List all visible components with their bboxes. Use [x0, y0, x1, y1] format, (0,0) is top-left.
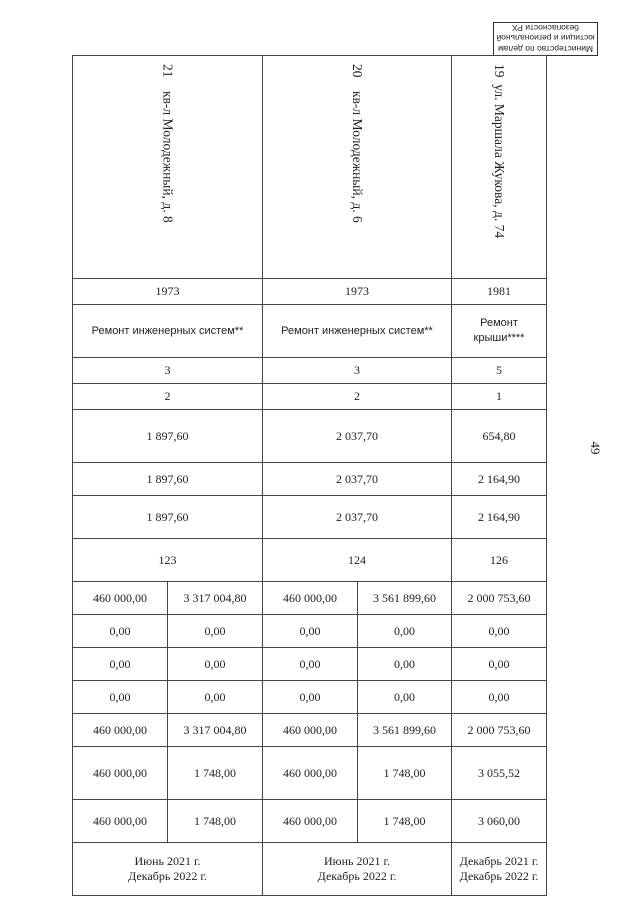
- table-cell: 2 000 753,60: [452, 582, 547, 615]
- table-cell: 5: [452, 358, 547, 384]
- table-cell: 460 000,00: [263, 747, 358, 800]
- table-cell: 2 164,90: [452, 463, 547, 496]
- table-row: [73, 496, 547, 539]
- table-cell: 460 000,00: [73, 582, 168, 615]
- table-row: [73, 384, 547, 410]
- table-cell: 3: [263, 358, 452, 384]
- table-row: [73, 463, 547, 496]
- table-cell: 2 037,70: [263, 410, 452, 463]
- table-cell: 1 748,00: [168, 747, 263, 800]
- table-cell: 2 000 753,60: [452, 714, 547, 747]
- table-row: [73, 410, 547, 463]
- table-cell: 1 897,60: [73, 410, 263, 463]
- table-cell: 3 561 899,60: [358, 582, 452, 615]
- table-cell: 654,80: [452, 410, 547, 463]
- table-cell: 460 000,00: [263, 800, 358, 843]
- table-cell: 2 037,70: [263, 496, 452, 539]
- table-cell: 3 055,52: [452, 747, 547, 800]
- table-cell: 2 037,70: [263, 463, 452, 496]
- period-cell: Июнь 2021 г. Декабрь 2022 г.: [263, 843, 452, 896]
- table-cell: 0,00: [358, 615, 452, 648]
- table-row: [73, 56, 547, 279]
- work-type-cell: Ремонт инженерных систем**: [263, 305, 452, 358]
- table-cell: 0,00: [358, 681, 452, 714]
- table-cell: 0,00: [263, 615, 358, 648]
- table-cell: 0,00: [168, 681, 263, 714]
- registration-stamp: Министерство по делам юстиции и региональной безопасности РХ: [493, 22, 598, 56]
- table-cell: 0,00: [168, 648, 263, 681]
- table-cell: 1 748,00: [358, 800, 452, 843]
- table-cell: 1 748,00: [168, 800, 263, 843]
- table-cell: 3 317 004,80: [168, 582, 263, 615]
- table-cell: 3 317 004,80: [168, 714, 263, 747]
- table-cell: 0,00: [263, 648, 358, 681]
- table-cell: 0,00: [358, 648, 452, 681]
- table-cell: 2: [73, 384, 263, 410]
- table-cell: 3 561 899,60: [358, 714, 452, 747]
- table-cell: 0,00: [73, 615, 168, 648]
- table-row: [73, 279, 547, 305]
- address-cell: 21 кв-л Молодежный, д. 8: [73, 56, 263, 279]
- table-cell: 460 000,00: [73, 747, 168, 800]
- table-cell: 460 000,00: [263, 582, 358, 615]
- table-cell: 0,00: [452, 681, 547, 714]
- table-cell: 1: [452, 384, 547, 410]
- table-cell: 1 748,00: [358, 747, 452, 800]
- period-cell: Июнь 2021 г. Декабрь 2022 г.: [73, 843, 263, 896]
- table-cell: 126: [452, 539, 547, 582]
- table-cell: 123: [73, 539, 263, 582]
- table-row: [73, 681, 547, 714]
- table-row: [73, 582, 547, 615]
- period-cell: Декабрь 2021 г. Декабрь 2022 г.: [452, 843, 547, 896]
- table-cell: 0,00: [452, 615, 547, 648]
- page-number: 49: [588, 441, 603, 455]
- address-cell: 19 ул. Маршала Жукова, д. 74: [452, 56, 547, 279]
- table-cell: 124: [263, 539, 452, 582]
- year-cell: 1973: [263, 279, 452, 305]
- table-row: [73, 539, 547, 582]
- table-cell: 460 000,00: [73, 800, 168, 843]
- work-type-cell: Ремонт крыши****: [452, 305, 547, 358]
- table-row: [73, 800, 547, 843]
- table-row: [73, 615, 547, 648]
- work-type-cell: Ремонт инженерных систем**: [73, 305, 263, 358]
- table-row: [73, 358, 547, 384]
- table-cell: 460 000,00: [73, 714, 168, 747]
- table-cell: 3 060,00: [452, 800, 547, 843]
- table-cell: 460 000,00: [263, 714, 358, 747]
- table-row: [73, 648, 547, 681]
- table-cell: 1 897,60: [73, 496, 263, 539]
- table-cell: 0,00: [73, 681, 168, 714]
- table-cell: 0,00: [263, 681, 358, 714]
- table-row: [73, 747, 547, 800]
- address-cell: 20 кв-л Молодежный, д. 6: [263, 56, 452, 279]
- table-row: [73, 305, 547, 358]
- table-cell: 2 164,90: [452, 496, 547, 539]
- table-cell: 1 897,60: [73, 463, 263, 496]
- table-row: [73, 843, 547, 896]
- year-cell: 1981: [452, 279, 547, 305]
- year-cell: 1973: [73, 279, 263, 305]
- table-cell: 2: [263, 384, 452, 410]
- table-cell: 0,00: [73, 648, 168, 681]
- table-cell: 0,00: [168, 615, 263, 648]
- capital-repair-table: [72, 55, 547, 896]
- table-row: [73, 714, 547, 747]
- table-cell: 3: [73, 358, 263, 384]
- table-cell: 0,00: [452, 648, 547, 681]
